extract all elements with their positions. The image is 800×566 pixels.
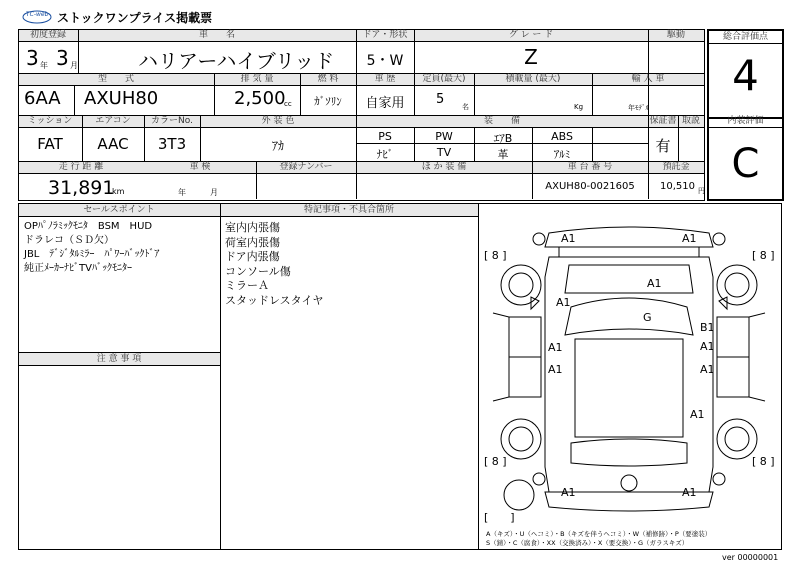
damage-mark: A1 [647, 277, 662, 290]
first-reg-year: 3 [26, 46, 39, 70]
hdr-other-equip: ほ か 装 備 [421, 162, 467, 172]
equip-tv: TV [436, 146, 452, 159]
hdr-equipment: 装 備 [483, 116, 520, 126]
warranty: 有 [655, 137, 671, 155]
equip-leather: 革 [497, 148, 509, 161]
overall-score-box [707, 29, 784, 119]
first-reg-month-unit: 月 [70, 61, 78, 70]
hdr-inspection: 車 検 [189, 162, 211, 172]
hdr-displacement: 排 気 量 [240, 74, 274, 84]
damage-mark: B1 [700, 321, 715, 334]
hdr-door: ドア・形状 [362, 30, 408, 40]
equip-ps: PS [378, 130, 392, 143]
interior-score-label: 内装評価 [727, 116, 764, 126]
tire-rear-right: [ 8 ] [752, 455, 775, 468]
page-title: ストックワンプライス掲載票 [57, 11, 213, 25]
hdr-reg-no: 登録ナンバー [279, 162, 333, 172]
first-reg-year-unit: 年 [40, 61, 48, 70]
import-model: 年ﾓﾃﾞﾙ [628, 104, 649, 112]
inspection-month-unit: 月 [210, 188, 218, 197]
hdr-mileage: 走 行 距 離 [58, 162, 104, 172]
special-line: 室内内張傷 [225, 221, 280, 234]
model-code: AXUH80 [84, 88, 159, 109]
equip-abs: ABS [551, 130, 573, 143]
hdr-warranty: 保証書 [649, 116, 677, 126]
hdr-capacity: 定員(最大) [422, 74, 466, 84]
hdr-fuel: 燃 料 [317, 74, 339, 84]
capacity: 5 [436, 92, 445, 107]
tire-front-left: [ 8 ] [484, 249, 507, 262]
aircon: AAC [97, 135, 129, 153]
special-list [225, 221, 323, 308]
ext-color: ｱｶ [271, 139, 284, 153]
damage-mark: A1 [548, 363, 563, 376]
interior-score: C [731, 141, 760, 187]
sales-point-line: ドラレコ（ＳＤ欠） [24, 235, 114, 246]
equip-pw: PW [435, 130, 453, 143]
special-line: コンソール傷 [225, 264, 291, 278]
hdr-payload: 積載量 (最大) [505, 74, 561, 84]
hdr-color-no: カラーNo. [151, 116, 193, 126]
chassis-no: AXUH80-0021605 [545, 181, 635, 192]
color-no: 3T3 [157, 135, 187, 153]
equip-airbag: ｴｱB [493, 132, 513, 145]
displacement: 2,500 [234, 88, 286, 109]
car-diagram-icon [479, 217, 779, 527]
hdr-deposit: 預託金 [662, 162, 690, 172]
damage-mark: A1 [700, 363, 715, 376]
grade: Z [524, 45, 538, 69]
hdr-car-name: 車 名 [198, 30, 235, 40]
hdr-manual: 取説 [681, 116, 700, 126]
tire-rear-left: [ 8 ] [484, 455, 507, 468]
damage-mark: A1 [548, 341, 563, 354]
inspection-year-unit: 年 [178, 188, 186, 197]
usage: 自家用 [365, 96, 405, 111]
logo [22, 9, 52, 23]
spare-tire-label: [ ] [484, 511, 515, 524]
notes-heading: 注 意 事 項 [96, 354, 142, 364]
deposit: 10,510 [660, 181, 695, 192]
damage-mark: A1 [682, 486, 697, 499]
sales-point-line: 純正ﾒｰｶｰﾅﾋﾞTVﾊﾞｯｸﾓﾆﾀｰ [24, 263, 132, 274]
damage-mark: A1 [561, 486, 576, 499]
sales-points-list [24, 220, 159, 276]
legend-line: A（キズ）・U（ヘコミ）・B（キズを伴うヘコミ）・W（補修跡）・P（要塗装） [486, 530, 712, 538]
special-line: 荷室内張傷 [225, 235, 280, 249]
damage-mark: A1 [561, 232, 576, 245]
overall-score-label: 総合評価点 [722, 32, 768, 42]
hdr-drive: 駆動 [666, 30, 685, 40]
model-prefix: 6AA [24, 88, 61, 109]
special-line: スタッドレスタイヤ [225, 293, 324, 307]
damage-mark: A1 [700, 340, 715, 353]
damage-mark: A1 [682, 232, 697, 245]
mileage: 31,891 [48, 177, 115, 199]
hdr-grade: グ レ ー ド [508, 30, 554, 40]
interior-score-box [707, 115, 784, 201]
version-label: ver 00000001 [722, 553, 779, 562]
logo-text: TC-web [26, 11, 49, 18]
hdr-first-reg: 初度登録 [29, 30, 66, 40]
hdr-aircon: エアコン [95, 116, 131, 126]
mission: FAT [37, 135, 63, 153]
hdr-import: 輸 入 車 [631, 74, 665, 84]
damage-mark: G [643, 311, 652, 324]
damage-mark: A1 [556, 296, 571, 309]
capacity-unit: 名 [462, 103, 469, 111]
legend-line: S（錆）・C（腐食）・XX（交換済み）・X（要交換）・G（ガラスキズ） [486, 539, 689, 547]
hdr-ext-color: 外 装 色 [261, 116, 295, 126]
hdr-model: 型 式 [97, 74, 134, 84]
damage-mark: A1 [690, 408, 705, 421]
equip-navi: ﾅﾋﾞ [376, 148, 394, 161]
first-reg-month: 3 [56, 46, 69, 70]
hdr-chassis: 車 台 番 号 [567, 162, 613, 172]
sales-point-line: OPﾊﾟﾉﾗﾐｯｸﾓﾆﾀ BSM HUD [24, 221, 153, 232]
fuel: ｶﾞｿﾘﾝ [314, 95, 342, 108]
equip-alloy: ｱﾙﾐ [553, 148, 571, 161]
hdr-mission: ミッション [27, 116, 73, 126]
overall-score: 4 [732, 51, 759, 100]
displacement-unit: cc [284, 100, 292, 108]
hdr-usage: 車 歴 [374, 74, 396, 84]
special-line: ドア内張傷 [225, 250, 280, 263]
legend [486, 530, 711, 548]
deposit-unit: 円 [698, 187, 705, 195]
sales-points-heading: セールスポイント [83, 205, 155, 215]
sales-point-line: JBL ﾃﾞｼﾞﾀﾙﾐﾗｰ ﾊﾟﾜｰﾊﾞｯｸﾄﾞｱ [24, 249, 160, 260]
tire-front-right: [ 8 ] [752, 249, 775, 262]
payload-unit: Kg [574, 103, 584, 111]
car-name: ハリアーハイブリッド [138, 49, 335, 73]
special-line: ミラーＡ [225, 279, 269, 292]
door-shape: 5・W [366, 53, 404, 69]
mileage-unit: km [112, 187, 125, 196]
special-heading: 特記事項・不具合箇所 [303, 205, 394, 215]
